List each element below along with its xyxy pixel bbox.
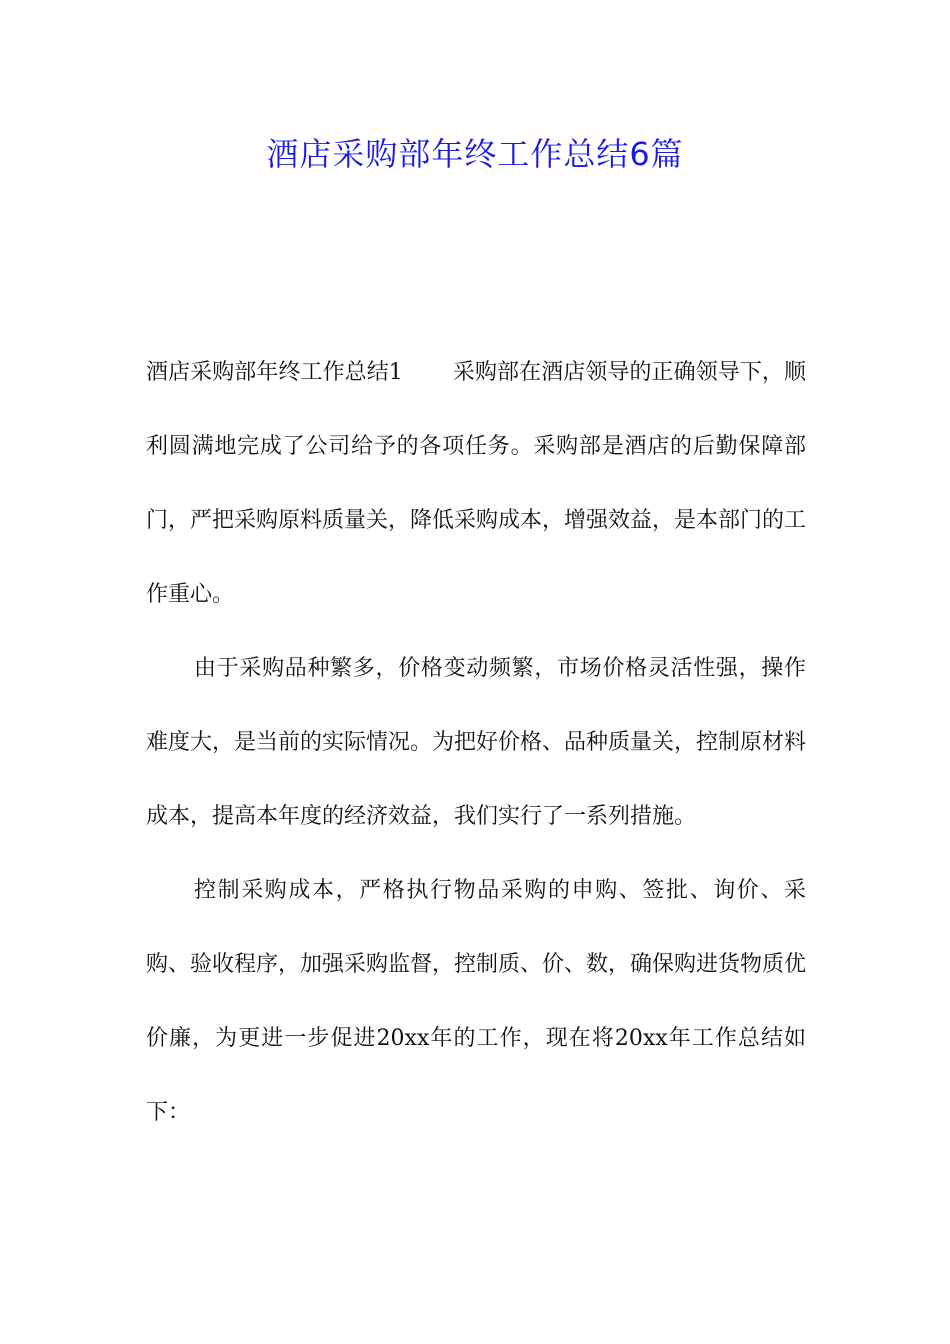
paragraph-1 bbox=[146, 336, 806, 632]
section-heading: 酒店采购部年终工作总结1 bbox=[146, 360, 403, 385]
paragraph-3: 控制采购成本，严格执行物品采购的申购、签批、询价、采购、验收程序，加强采购监督，控制质、价、数，确保购进货物质优价廉，为更进一步促进20xx年的工作，现在将20xx年工作总结如下： bbox=[146, 878, 807, 1125]
document-title: 酒店采购部年终工作总结6篇 bbox=[266, 135, 684, 173]
paragraph-2: 由于采购品种繁多，价格变动频繁，市场价格灵活性强，操作难度大，是当前的实际情况。为把好价格、品种质量关，控制原材料成本，提高本年度的经济效益，我们实行了一系列措施。 bbox=[146, 656, 807, 829]
document-body bbox=[146, 336, 806, 1150]
paragraph-text: 采购部在酒店领导的正确领导下，顺利圆满地完成了公司给予的各项任务。采购部是酒店的后勤保障部门，严把采购原料质量关，降低采购成本，增强效益，是本部门的工作重心。 bbox=[146, 360, 807, 607]
